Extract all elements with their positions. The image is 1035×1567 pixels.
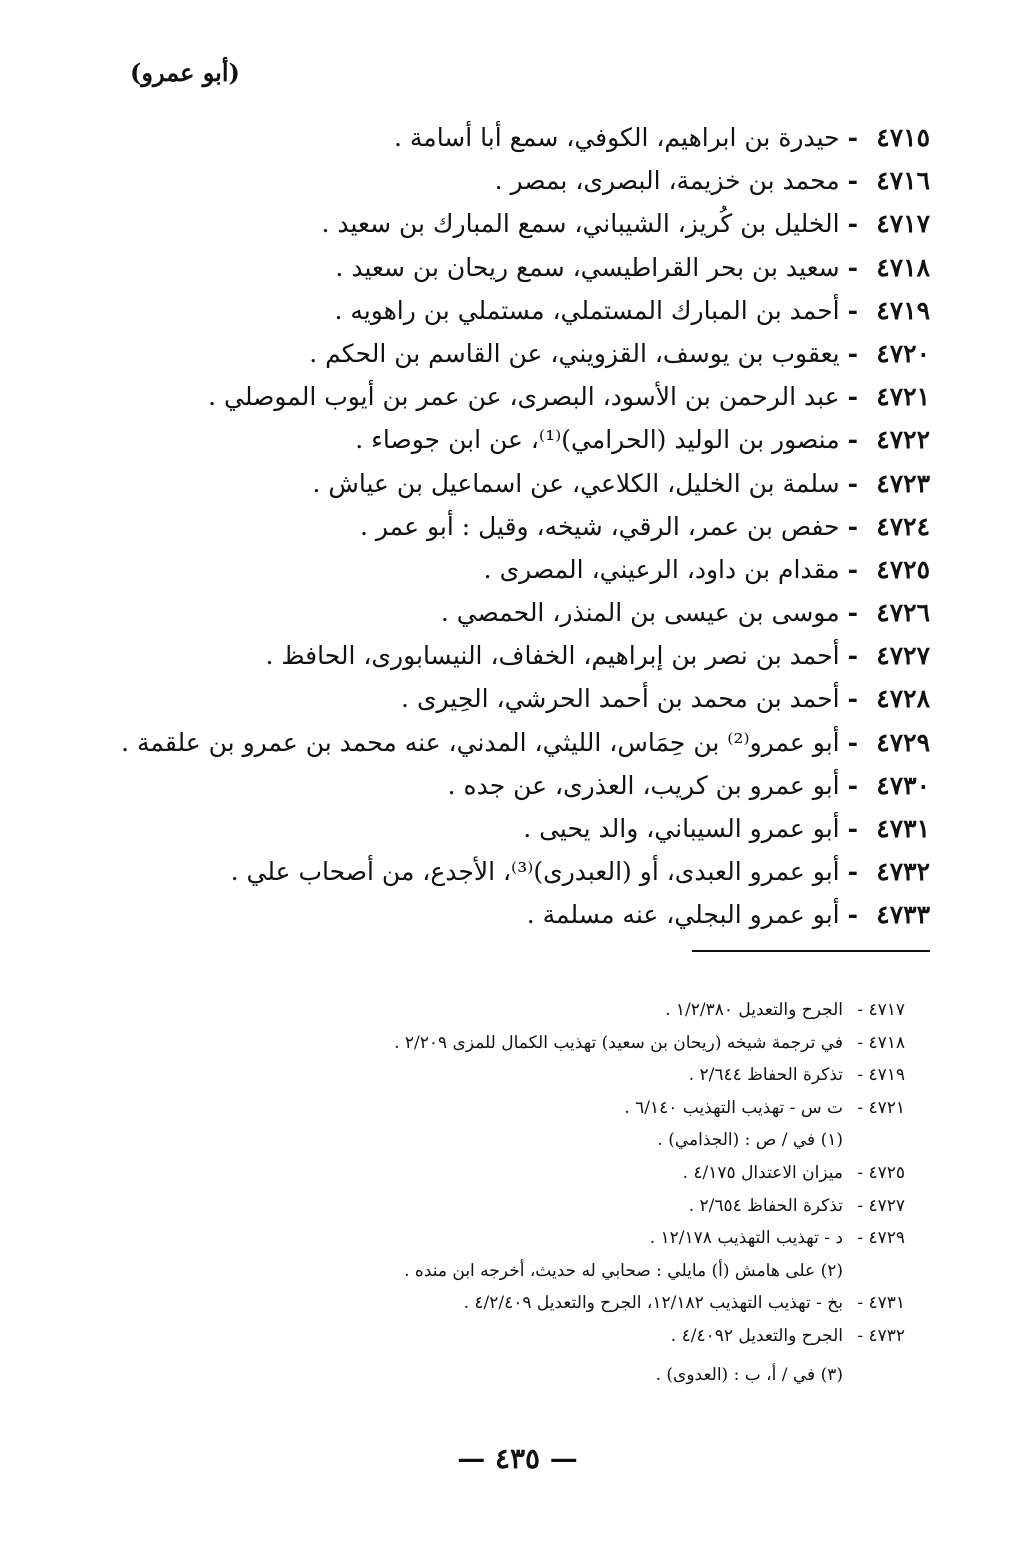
page-number: — ٤٣٥ —	[457, 1442, 578, 1475]
entry-4731: ٤٧٣١-أبو عمرو السيباني، والد يحيى .	[30, 807, 930, 850]
entries-list	[30, 116, 930, 937]
entry-text: أبو عمرو العبدى، أو (العبدرى)⁽³⁾، الأجدع، من أصحاب علي .	[230, 857, 840, 887]
footnote-ref: ٤٧٣١ -	[857, 1293, 905, 1314]
footnote	[125, 994, 905, 1027]
entry-4723: ٤٧٢٣-سلمة بن الخليل، الكلاعي، عن اسماعيل بن عياش .	[30, 462, 930, 505]
entry-number: ٤٧٣٢	[876, 857, 930, 887]
entry-4719: ٤٧١٩-أحمد بن المبارك المستملي، مستملي بن راهويه .	[30, 289, 930, 332]
footnote-text: الجرح والتعديل ١/٢/٣٨٠ .	[665, 1000, 843, 1020]
footnote	[125, 1027, 905, 1060]
footnote	[125, 1287, 905, 1320]
footnote-ref: ٤٧٣٢ -	[857, 1325, 905, 1346]
footnote	[125, 1320, 905, 1353]
entry-4715: ٤٧١٥-حيدرة بن ابراهيم، الكوفي، سمع أبا أسامة .	[30, 116, 930, 159]
entry-number: ٤٧٢٦	[876, 598, 930, 628]
entry-4733: ٤٧٣٣-أبو عمرو البجلي، عنه مسلمة .	[30, 893, 930, 936]
footnote-ref: ٤٧١٩ -	[857, 1065, 905, 1086]
entry-4727: ٤٧٢٧-أحمد بن نصر بن إبراهيم، الخفاف، النيسابورى، الحافظ .	[30, 634, 930, 677]
entry-text: سلمة بن الخليل، الكلاعي، عن اسماعيل بن عياش .	[312, 468, 840, 498]
entry-4730: ٤٧٣٠-أبو عمرو بن كريب، العذرى، عن جده .	[30, 764, 930, 807]
footnote	[125, 1222, 905, 1255]
entry-text: حفص بن عمر، الرقي، شيخه، وقيل : أبو عمر .	[359, 511, 840, 541]
footnote-text: الجرح والتعديل ٤/٤٠٩٢ .	[670, 1325, 843, 1346]
entry-text: أبو عمرو السيباني، والد يحيى .	[523, 814, 840, 843]
entry-4717: ٤٧١٧-الخليل بن كُريز، الشيباني، سمع المبارك بن سعيد .	[30, 202, 930, 245]
footnote-text: (١) في / ص : (الجذامي) .	[657, 1130, 843, 1151]
footnote-ref: ٤٧٢١ -	[857, 1097, 905, 1118]
entry-4716: ٤٧١٦-محمد بن خزيمة، البصرى، بمصر .	[30, 159, 930, 202]
entry-text: أحمد بن المبارك المستملي، مستملي بن راهويه .	[334, 295, 840, 325]
footnote-text: ت س - تهذيب التهذيب ٦/١٤٠ .	[624, 1097, 843, 1118]
entry-4718: ٤٧١٨-سعيد بن بحر القراطيسي، سمع ريحان بن سعيد .	[30, 246, 930, 289]
footnote-text: تذكرة الحفاظ ٢/٦٥٤ .	[688, 1195, 843, 1216]
footnote-text: د - تهذيب التهذيب ١٢/١٧٨ .	[649, 1228, 843, 1249]
footnote-divider	[692, 950, 930, 952]
entry-number: ٤٧٢١	[876, 382, 930, 412]
entry-text: أبو عمرو بن كريب، العذرى، عن جده .	[447, 770, 840, 800]
entry-text: حيدرة بن ابراهيم، الكوفي، سمع أبا أسامة .	[394, 123, 840, 152]
entry-text: الخليل بن كُريز، الشيباني، سمع المبارك بن سعيد .	[321, 209, 840, 239]
entry-text: موسى بن عيسى بن المنذر، الحمصي .	[440, 598, 840, 628]
footnote-ref: ٤٧٢٧ -	[857, 1195, 905, 1216]
footnotes-list	[125, 994, 905, 1391]
footnote-ref: ٤٧١٨ -	[857, 1032, 905, 1053]
footnote-ref: ٤٧٢٩ -	[857, 1228, 905, 1249]
entry-number: ٤٧١٩	[876, 295, 930, 325]
entry-4725: ٤٧٢٥-مقدام بن داود، الرعيني، المصرى .	[30, 548, 930, 591]
footnote	[125, 1092, 905, 1125]
entry-number: ٤٧١٨	[876, 252, 930, 282]
entry-text: أبو عمرو⁽²⁾ بن حِمَاس، الليثي، المدني، عنه محمد بن عمرو بن علقمة .	[121, 727, 840, 757]
entry-number: ٤٧٣٣	[876, 900, 930, 930]
entry-text: مقدام بن داود، الرعيني، المصرى .	[483, 554, 840, 584]
entry-text: سعيد بن بحر القراطيسي، سمع ريحان بن سعيد .	[335, 252, 840, 282]
entry-number: ٤٧١٦	[876, 166, 930, 196]
footnote-text: بخ - تهذيب التهذيب ١٢/١٨٢، الجرح والتعديل ٤/٢/٤٠٩ .	[463, 1293, 843, 1314]
entry-number: ٤٧٢٠	[876, 338, 930, 368]
entry-text: أبو عمرو البجلي، عنه مسلمة .	[526, 900, 840, 930]
footnote-text: في ترجمة شيخه (ريحان بن سعيد) تهذيب الكمال للمزى ٢/٢٠٩ .	[394, 1032, 843, 1053]
entry-number: ٤٧١٥	[876, 123, 930, 152]
entry-text: منصور بن الوليد (الحرامي)⁽¹⁾، عن ابن جوصاء .	[355, 425, 840, 455]
footnote	[125, 1124, 905, 1157]
entry-4722: ٤٧٢٢-منصور بن الوليد (الحرامي)⁽¹⁾، عن ابن جوصاء .	[30, 418, 930, 461]
footnote	[125, 1157, 905, 1190]
footnote	[125, 1059, 905, 1092]
footnote-ref: ٤٧١٧ -	[857, 1000, 905, 1020]
entry-number: ٤٧٢٨	[876, 684, 930, 714]
entry-number: ٤٧٣٠	[876, 770, 930, 800]
entry-number: ٤٧٢٣	[876, 468, 930, 498]
entry-4720: ٤٧٢٠-يعقوب بن يوسف، القزويني، عن القاسم بن الحكم .	[30, 332, 930, 375]
entry-number: ٤٧١٧	[876, 209, 930, 239]
entry-text: محمد بن خزيمة، البصرى، بمصر .	[494, 166, 840, 196]
running-header: (أبو عمرو)	[130, 58, 240, 87]
entry-number: ٤٧٢٩	[876, 727, 930, 757]
footnote-text: (٣) في / أ، ب : (العدوى) .	[655, 1364, 843, 1385]
entry-number: ٤٧٢٥	[876, 554, 930, 584]
footnote-text: (٢) على هامش (أ) مايلي : صحابي له حديث، أخرجه ابن منده .	[404, 1260, 843, 1281]
entry-number: ٤٧٢٤	[876, 511, 930, 541]
entry-number: ٤٧٢٢	[876, 425, 930, 455]
entry-number: ٤٧٢٧	[876, 641, 930, 671]
entry-4726: ٤٧٢٦-موسى بن عيسى بن المنذر، الحمصي .	[30, 591, 930, 634]
entry-text: يعقوب بن يوسف، القزويني، عن القاسم بن الحكم .	[309, 338, 840, 368]
entry-4721: ٤٧٢١-عبد الرحمن بن الأسود، البصرى، عن عمر بن أيوب الموصلي .	[30, 375, 930, 418]
footnote-extra	[125, 1359, 905, 1392]
entry-4728: ٤٧٢٨-أحمد بن محمد بن أحمد الحرشي، الحِيرى .	[30, 677, 930, 720]
entry-number: ٤٧٣١	[876, 814, 930, 843]
footnote-ref: ٤٧٢٥ -	[857, 1162, 905, 1183]
entry-text: أحمد بن نصر بن إبراهيم، الخفاف، النيسابورى، الحافظ .	[265, 641, 840, 671]
entry-4724: ٤٧٢٤-حفص بن عمر، الرقي، شيخه، وقيل : أبو عمر .	[30, 505, 930, 548]
footnote-text: تذكرة الحفاظ ٢/٦٤٤ .	[688, 1065, 843, 1086]
footnote-text: ميزان الاعتدال ٤/١٧٥ .	[682, 1162, 843, 1183]
entry-text: عبد الرحمن بن الأسود، البصرى، عن عمر بن أيوب الموصلي .	[208, 382, 840, 412]
entry-4729: ٤٧٢٩-أبو عمرو⁽²⁾ بن حِمَاس، الليثي، المدني، عنه محمد بن عمرو بن علقمة .	[30, 721, 930, 764]
entry-text: أحمد بن محمد بن أحمد الحرشي، الحِيرى .	[401, 684, 840, 714]
footnote	[125, 1190, 905, 1223]
entry-4732: ٤٧٣٢-أبو عمرو العبدى، أو (العبدرى)⁽³⁾، الأجدع، من أصحاب علي .	[30, 850, 930, 893]
footnote	[125, 1255, 905, 1288]
